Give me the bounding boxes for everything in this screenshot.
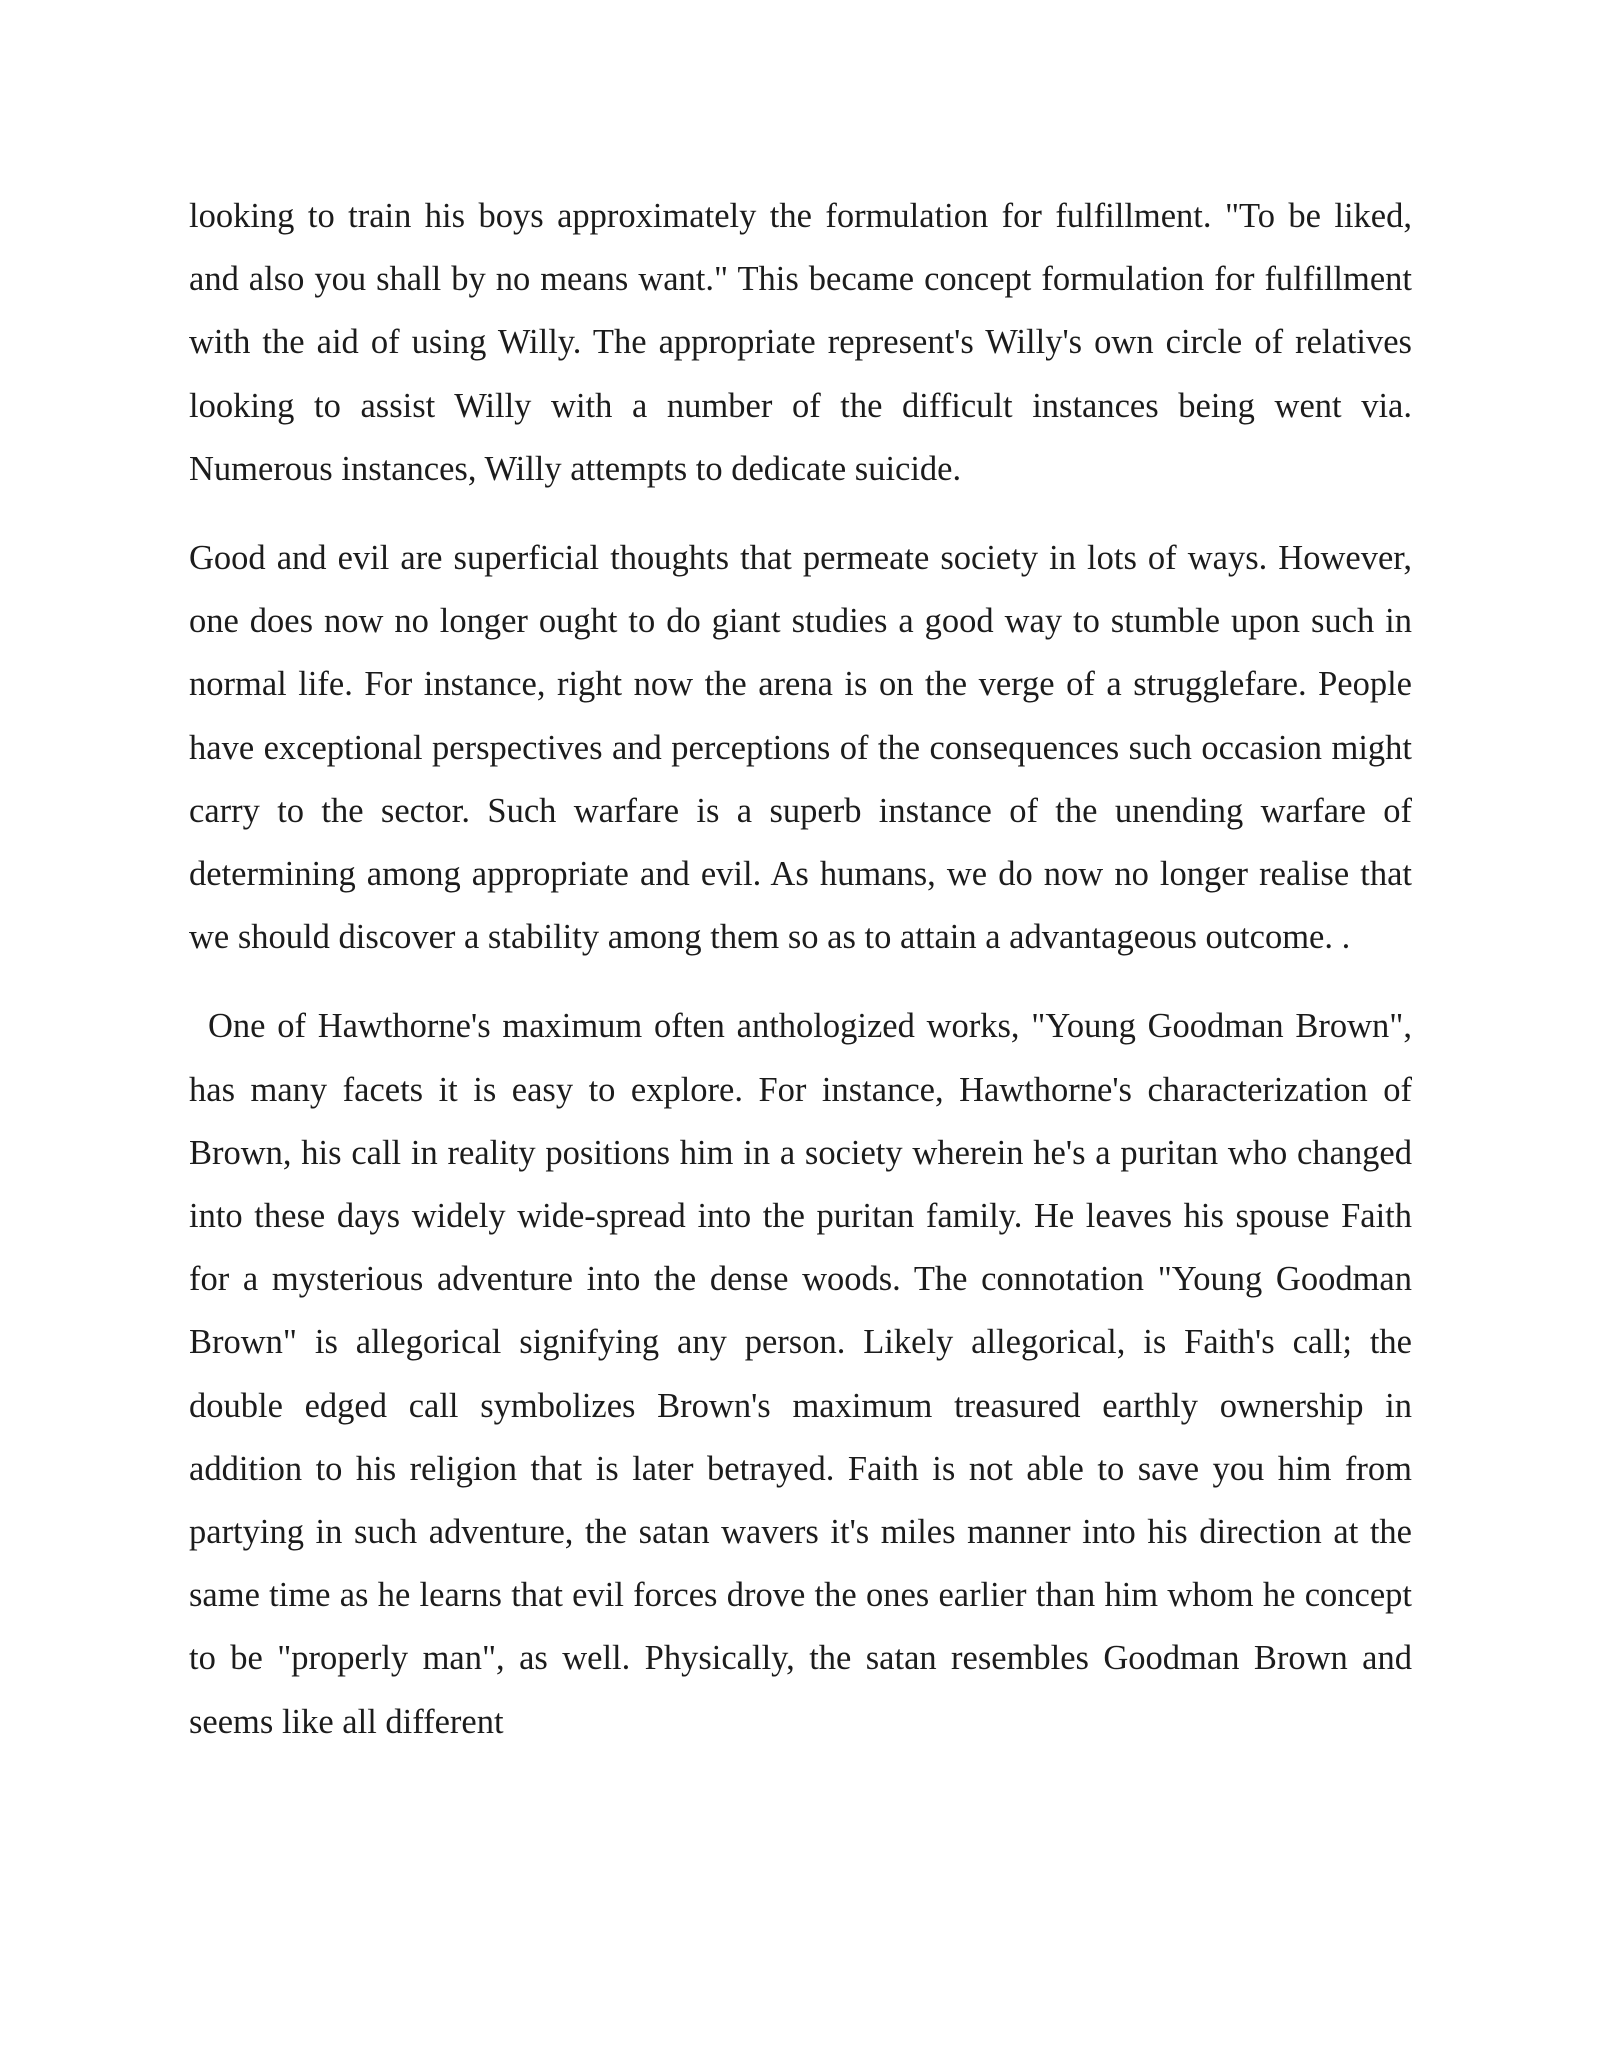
paragraph-young-goodman-brown: One of Hawthorne's maximum often anthologized works, "Young Goodman Brown", has many facets it is easy to explore. For instance, Hawthorne's characterization of Brown, his call in reality positions him in a society wherein he's a puritan who changed into these days widely wide-spread into the puritan family. He leaves his spouse Faith for a mysterious adventure into the dense woods. The connotation "Young Goodman Brown" is allegorical signifying any person. Likely allegorical, is Faith's call; the double edged call symbolizes Brown's maximum treasured earthly ownership in addition to his religion that is later betrayed. Faith is not able to save you him from partying in such adventure, the satan wavers it's miles manner into his direction at the same time as he learns that evil forces drove the ones earlier than him whom he concept to be "properly man", as well. Physically, the satan resembles Goodman Brown and seems like all different: [189, 1007, 1412, 1741]
paragraph-willy: looking to train his boys approximately the formulation for fulfillment. "To be liked, and also you shall by no means want." This became concept formulation for fulfillment with the aid of using Willy. The appropriate represent's Willy's own circle of relatives looking to assist Willy with a number of the difficult instances being went via. Numerous instances, Willy attempts to dedicate suicide.: [189, 197, 1412, 488]
paragraph-good-and-evil: Good and evil are superficial thoughts that permeate society in lots of ways. However, one does now no longer ought to do giant studies a good way to stumble upon such in normal life. For instance, right now the arena is on the verge of a strugglefare. People have exceptional perspectives and perceptions of the consequences such occasion might carry to the sector. Such warfare is a superb instance of the unending warfare of determining among appropriate and evil. As humans, we do now no longer realise that we should discover a stability among them so as to attain a advantageous outcome. .: [189, 539, 1412, 957]
document-page: [189, 185, 1412, 1780]
